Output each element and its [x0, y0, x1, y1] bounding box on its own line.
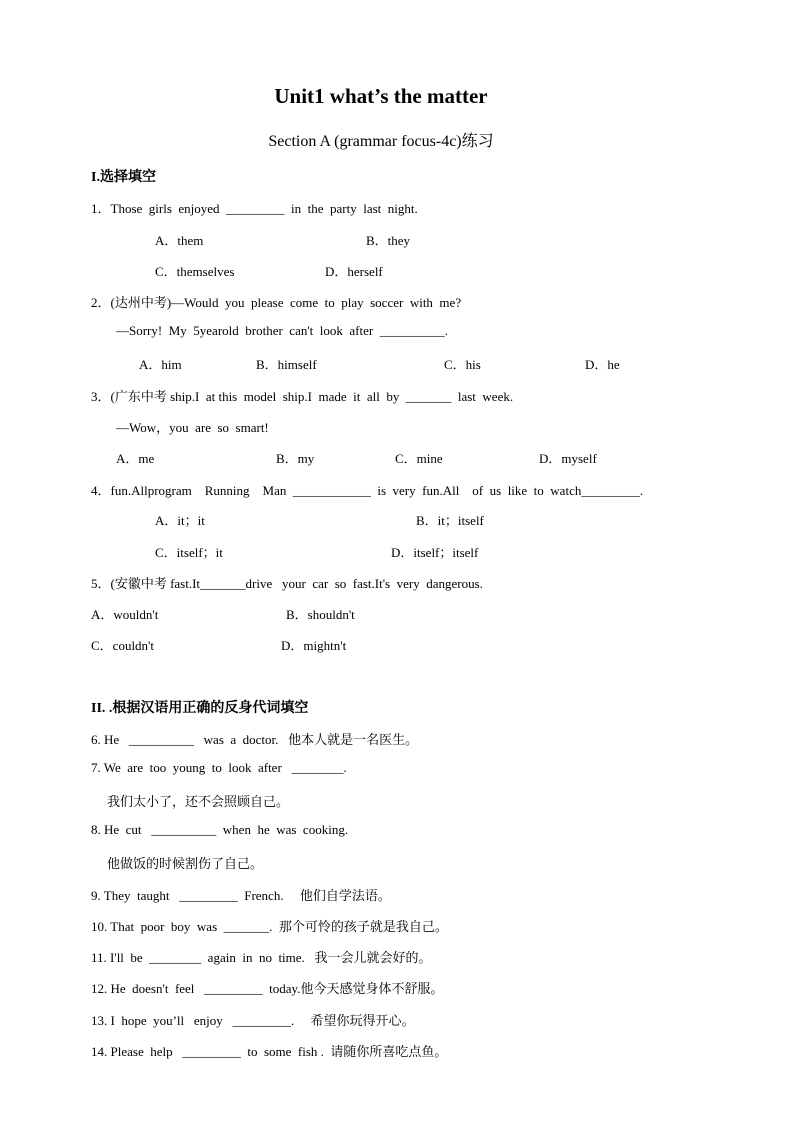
option-d: D．mightn't [281, 638, 347, 653]
option-d: D．herself [325, 264, 383, 279]
option-b: B．my [276, 451, 315, 466]
question-line: 6. He __________ was a doctor. 他本人就是一名医生。 [91, 732, 419, 747]
question-stem: 4．fun.Allprogram Running Man ____________ is very fun.All of us like to watch_________. [91, 483, 644, 498]
question-line: 7. We are too young to look after ________. [91, 760, 347, 775]
question-line: 8. He cut __________ when he was cooking. [91, 822, 349, 837]
option-c: C．couldn't [91, 638, 155, 653]
question-translation: 他做饭的时候割伤了自己。 [107, 856, 264, 871]
question-line: 9. They taught _________ French. 他们自学法语。 [91, 888, 391, 903]
question-stem-line2: —Sorry! My 5yearold brother can't look after __________. [116, 323, 448, 338]
question-stem: 3．(广东中考 ship.I at this model ship.I made it all by _______ last week. [91, 389, 514, 404]
question-line: 10. That poor boy was _______. 那个可怜的孩子就是我自己。 [91, 919, 448, 934]
option-d: D．myself [539, 451, 597, 466]
option-b: B．shouldn't [286, 607, 355, 622]
section-heading: I.选择填空 [91, 170, 156, 185]
page-subtitle: Section A (grammar focus-4c)练习 [268, 133, 494, 150]
option-c: C．themselves [155, 264, 235, 279]
option-b: B．they [366, 233, 411, 248]
question-translation: 我们太小了，还不会照顾自己。 [107, 794, 290, 809]
question-line: 14. Please help _________ to some fish . 请随你所喜吃点鱼。 [91, 1044, 448, 1059]
question-stem: 1．Those girls enjoyed _________ in the party last night. [91, 201, 418, 216]
section-heading: II. .根据汉语用正确的反身代词填空 [91, 701, 309, 716]
option-c: C．his [444, 357, 481, 372]
option-c: C．itself；it [155, 545, 223, 560]
option-c: C．mine [395, 451, 443, 466]
question-line: 12. He doesn't feel _________ today.他今天感觉身体不舒服。 [91, 981, 444, 996]
option-a: A．me [116, 451, 155, 466]
question-line: 13. I hope you’ll enjoy _________. 希望你玩得开心。 [91, 1013, 415, 1028]
question-line: 11. I'll be ________ again in no time. 我一会儿就会好的。 [91, 950, 432, 965]
option-a: A．it；it [155, 513, 205, 528]
question-stem: 2．(达州中考)—Would you please come to play soccer with me? [91, 295, 462, 310]
question-stem-line2: —Wow，you are so smart! [116, 420, 269, 435]
option-a: A．him [139, 357, 182, 372]
option-d: D．itself；itself [391, 545, 479, 560]
option-a: A．wouldn't [91, 607, 159, 622]
option-b: B．it；itself [416, 513, 484, 528]
option-b: B．himself [256, 357, 317, 372]
option-d: D．he [585, 357, 620, 372]
page-title: Unit1 what’s the matter [274, 84, 488, 108]
option-a: A．them [155, 233, 204, 248]
question-stem: 5．(安徽中考 fast.It_______drive your car so fast.It's very dangerous. [91, 576, 483, 591]
